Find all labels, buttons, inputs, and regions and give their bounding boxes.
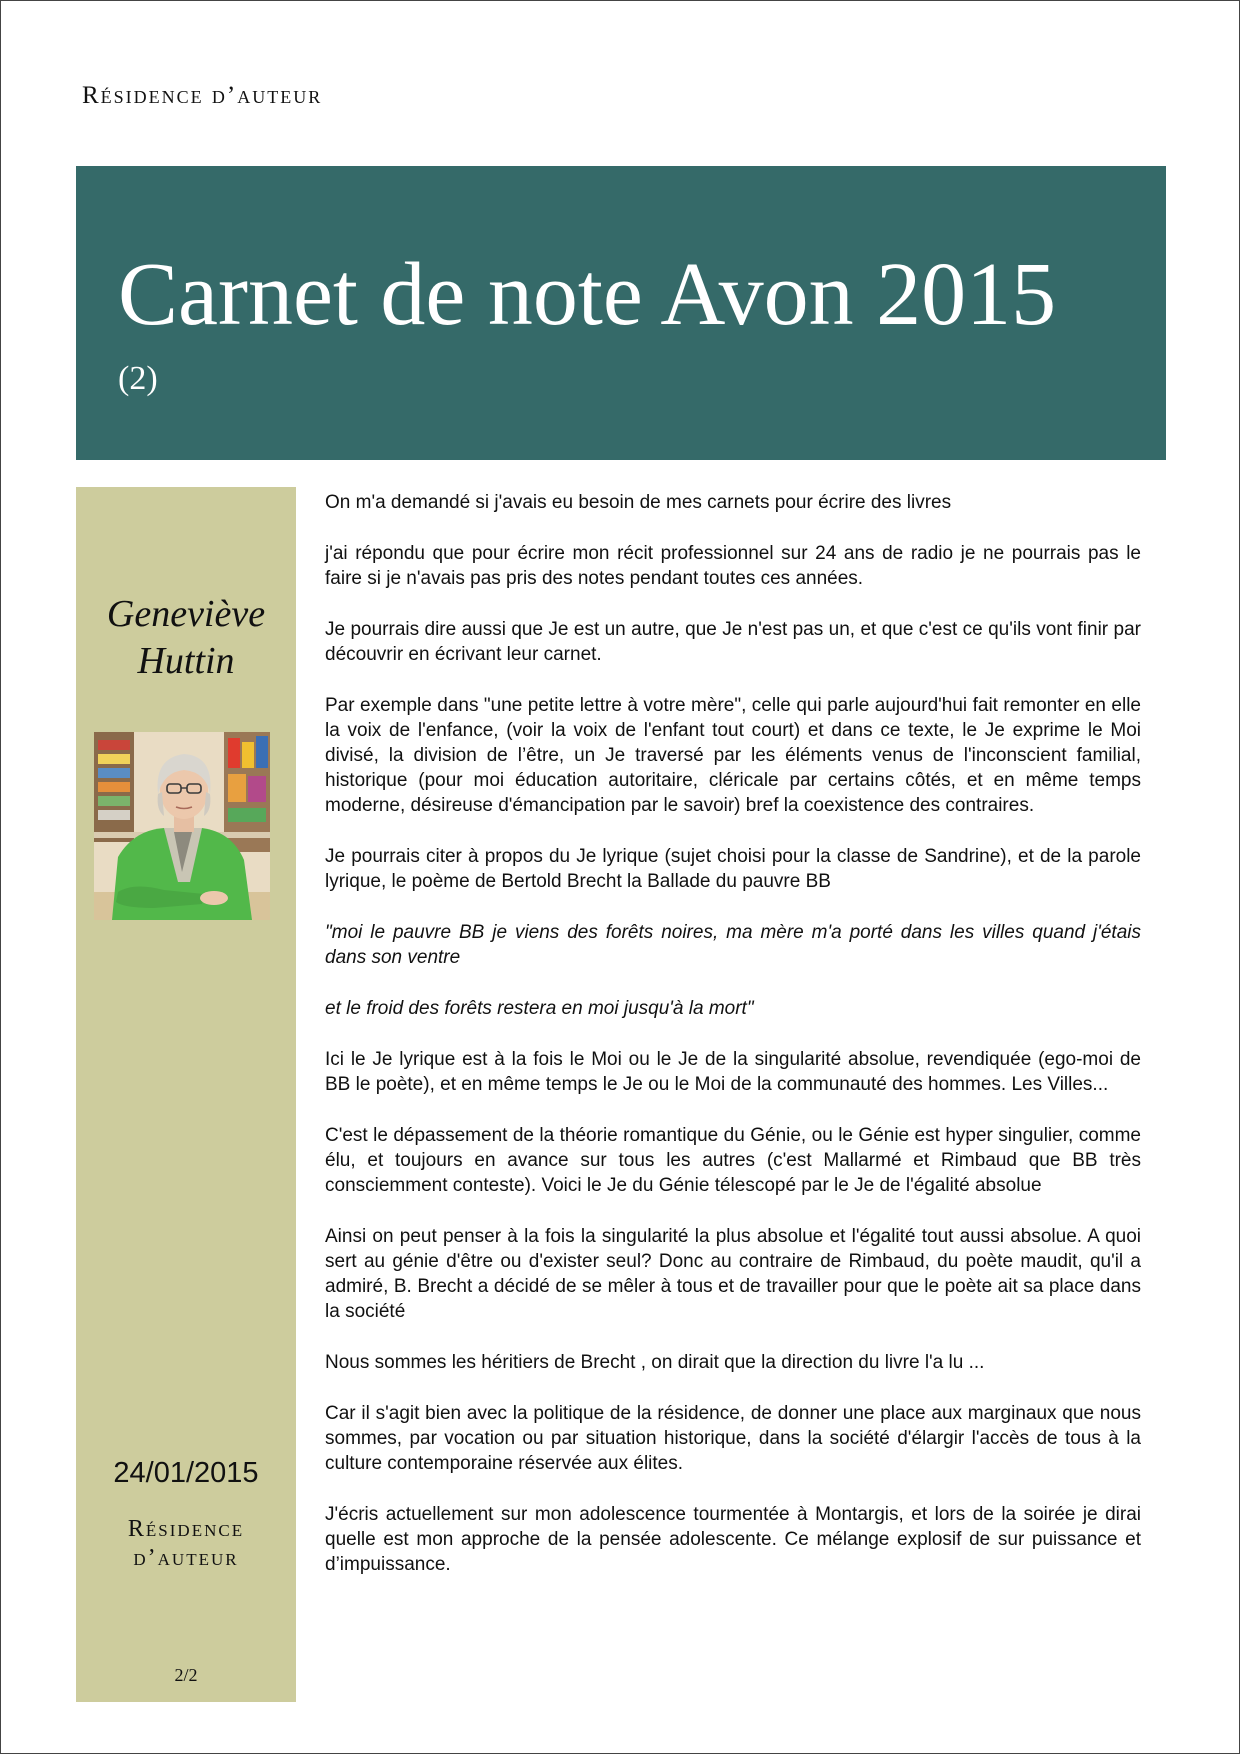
author-photo — [94, 732, 270, 920]
paragraph: j'ai répondu que pour écrire mon récit professionnel sur 24 ans de radio je ne pourrais pas le faire si je n'avais pas pris des notes pendant toutes ces années. — [325, 543, 1141, 589]
sidebar — [76, 487, 296, 1702]
article-body — [325, 490, 1141, 1603]
paragraph: Ici le Je lyrique est à la fois le Moi ou le Je de la singularité absolue, revendiquée (ego-moi de BB le poète), et en même temps le Je ou le Moi de la communauté des hommes. Les Villes... — [325, 1049, 1141, 1095]
author-first-name: Geneviève — [106, 593, 266, 635]
sidebar-residence-line1: Résidence — [127, 1516, 245, 1542]
paragraph: Ainsi on peut penser à la fois la singularité la plus absolue et l'égalité tout aussi absolue. A quoi sert au génie d'être ou d'exister seul? Donc au contraire de Rimbaud, du poète maudit, qu'il a admiré, B. Brecht a décidé de se mêler à tous et de travailler pour que le poète ait sa place dans la société — [325, 1226, 1141, 1322]
author-name — [76, 591, 296, 685]
page-subtitle: (2) — [118, 360, 158, 397]
quote-paragraph: "moi le pauvre BB je viens des forêts noires, ma mère m'a porté dans les villes quand j'étais dans son ventre — [325, 922, 1141, 968]
sidebar-residence-line2: d’auteur — [133, 1545, 239, 1571]
paragraph: J'écris actuellement sur mon adolescence tourmentée à Montargis, et lors de la soirée je dirai quelle est mon approche de la pensée adolescente. Ce mélange explosif de sur puissance et d’impuissance. — [325, 1504, 1141, 1575]
paragraph: Je pourrais citer à propos du Je lyrique (sujet choisi pour la classe de Sandrine), et de la parole lyrique, le poème de Bertold Brecht la Ballade du pauvre BB — [325, 846, 1141, 892]
page-number: 2/2 — [174, 1665, 198, 1685]
author-last-name: Huttin — [137, 640, 235, 682]
paragraph: On m'a demandé si j'avais eu besoin de mes carnets pour écrire des livres — [325, 492, 952, 513]
quote-paragraph: et le froid des forêts restera en moi jusqu'à la mort" — [325, 998, 754, 1019]
page-title: Carnet de note Avon 2015 — [118, 245, 1057, 344]
paragraph: Car il s'agit bien avec la politique de la résidence, de donner une place aux marginaux que nous sommes, par vocation ou par situation historique, dans la société d'élargir l'accès de tous à la culture contemporaine réservée aux élites. — [325, 1403, 1141, 1474]
paragraph: Nous sommes les héritiers de Brecht , on dirait que la direction du livre l'a lu ... — [325, 1352, 985, 1373]
sidebar-residence — [76, 1515, 296, 1573]
paragraph: C'est le dépassement de la théorie romantique du Génie, ou le Génie est hyper singulier, comme élu, et toujours en avance sur tous les autres (c'est Mallarmé et Rimbaud que BB très consciemment conteste). Voici le Je du Génie télescopé par le Je de l'égalité absolue — [325, 1125, 1141, 1196]
paragraph: Je pourrais dire aussi que Je est un autre, que Je n'est pas un, et que c'est ce qu'ils vont finir par découvrir en écrivant leur carnet. — [325, 619, 1141, 665]
title-banner — [76, 166, 1166, 460]
publication-date: 24/01/2015 — [113, 1457, 259, 1489]
running-head: Résidence d’auteur — [82, 82, 323, 109]
paragraph: Par exemple dans "une petite lettre à votre mère", celle qui parle aujourd'hui fait remonter en elle la voix de l'enfance, (voir la voix de l'enfant tout court) et dans ce texte, le Je exprime le Moi divisé, la division de l’être, un Je traversé par les éléments venus de l'inconscient familial, historique (pour moi éducation autoritaire, cléricale par certains côtés, et en même temps moderne, désireuse d'émancipation par le savoir) bref la coexistence des contraires. — [325, 695, 1141, 816]
